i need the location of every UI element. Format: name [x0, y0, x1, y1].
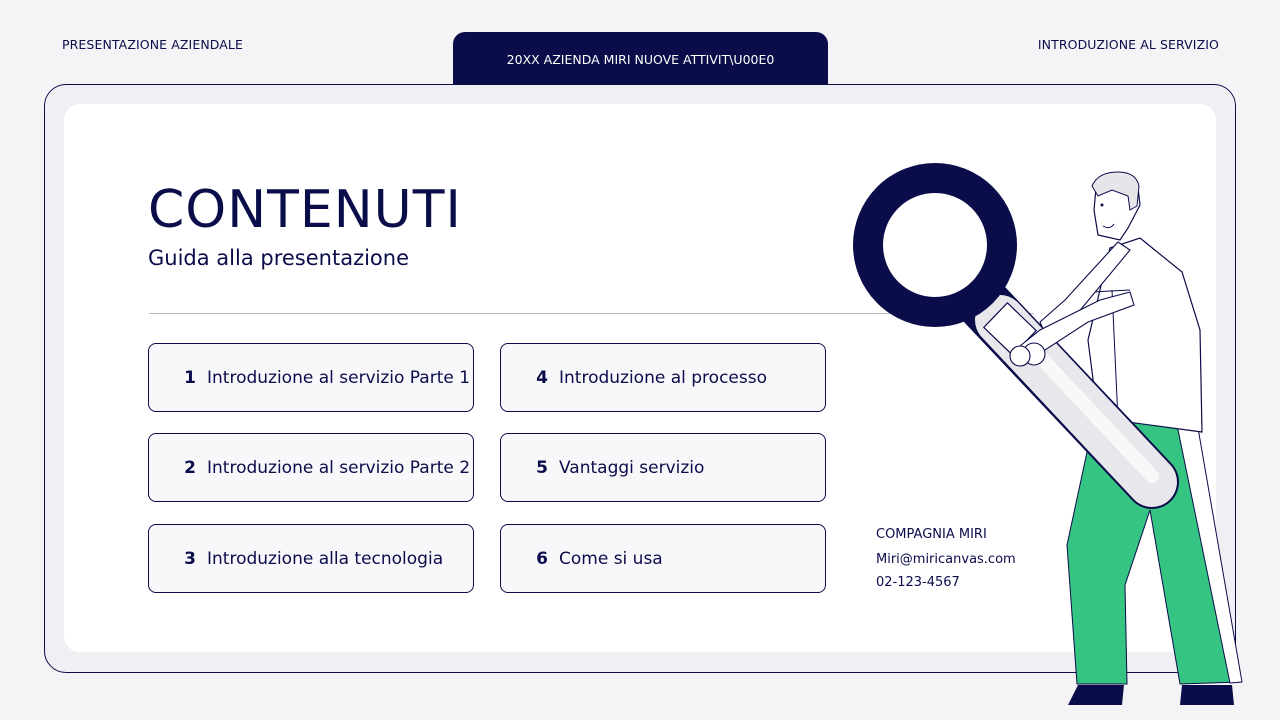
contents-item-number: 6	[536, 548, 548, 569]
page-title: CONTENUTI	[148, 180, 462, 240]
contents-item-2[interactable]	[148, 433, 474, 502]
contents-item-number: 3	[184, 548, 196, 569]
contents-item-6[interactable]	[500, 524, 826, 593]
contents-item-label: Introduzione al servizio Parte 1	[207, 367, 471, 388]
contents-item-label: Introduzione alla tecnologia	[207, 548, 444, 569]
contents-item-number: 5	[536, 457, 548, 478]
contents-item-1[interactable]	[148, 343, 474, 412]
header-center-label: 20XX AZIENDA MIRI NUOVE ATTIVIT\U00E0	[506, 52, 775, 67]
contact-company: COMPAGNIA MIRI	[876, 527, 987, 542]
header-right-label: INTRODUZIONE AL SERVIZIO	[1037, 37, 1219, 52]
header-center-tab	[453, 32, 828, 88]
contents-item-label: Vantaggi servizio	[559, 457, 705, 478]
contents-item-label: Come si usa	[559, 548, 663, 569]
title-divider	[149, 313, 1034, 314]
contents-item-label: Introduzione al processo	[559, 367, 767, 388]
contact-email: Miri@miricanvas.com	[876, 552, 1016, 567]
contents-item-5[interactable]	[500, 433, 826, 502]
contents-item-4[interactable]	[500, 343, 826, 412]
header-left-label: PRESENTAZIONE AZIENDALE	[62, 37, 243, 52]
page-subtitle: Guida alla presentazione	[148, 246, 410, 270]
contents-item-label: Introduzione al servizio Parte 2	[207, 457, 471, 478]
contents-item-3[interactable]	[148, 524, 474, 593]
contact-phone: 02-123-4567	[876, 575, 960, 590]
contents-item-number: 4	[536, 367, 548, 388]
contents-item-number: 1	[184, 367, 196, 388]
contents-item-number: 2	[184, 457, 196, 478]
